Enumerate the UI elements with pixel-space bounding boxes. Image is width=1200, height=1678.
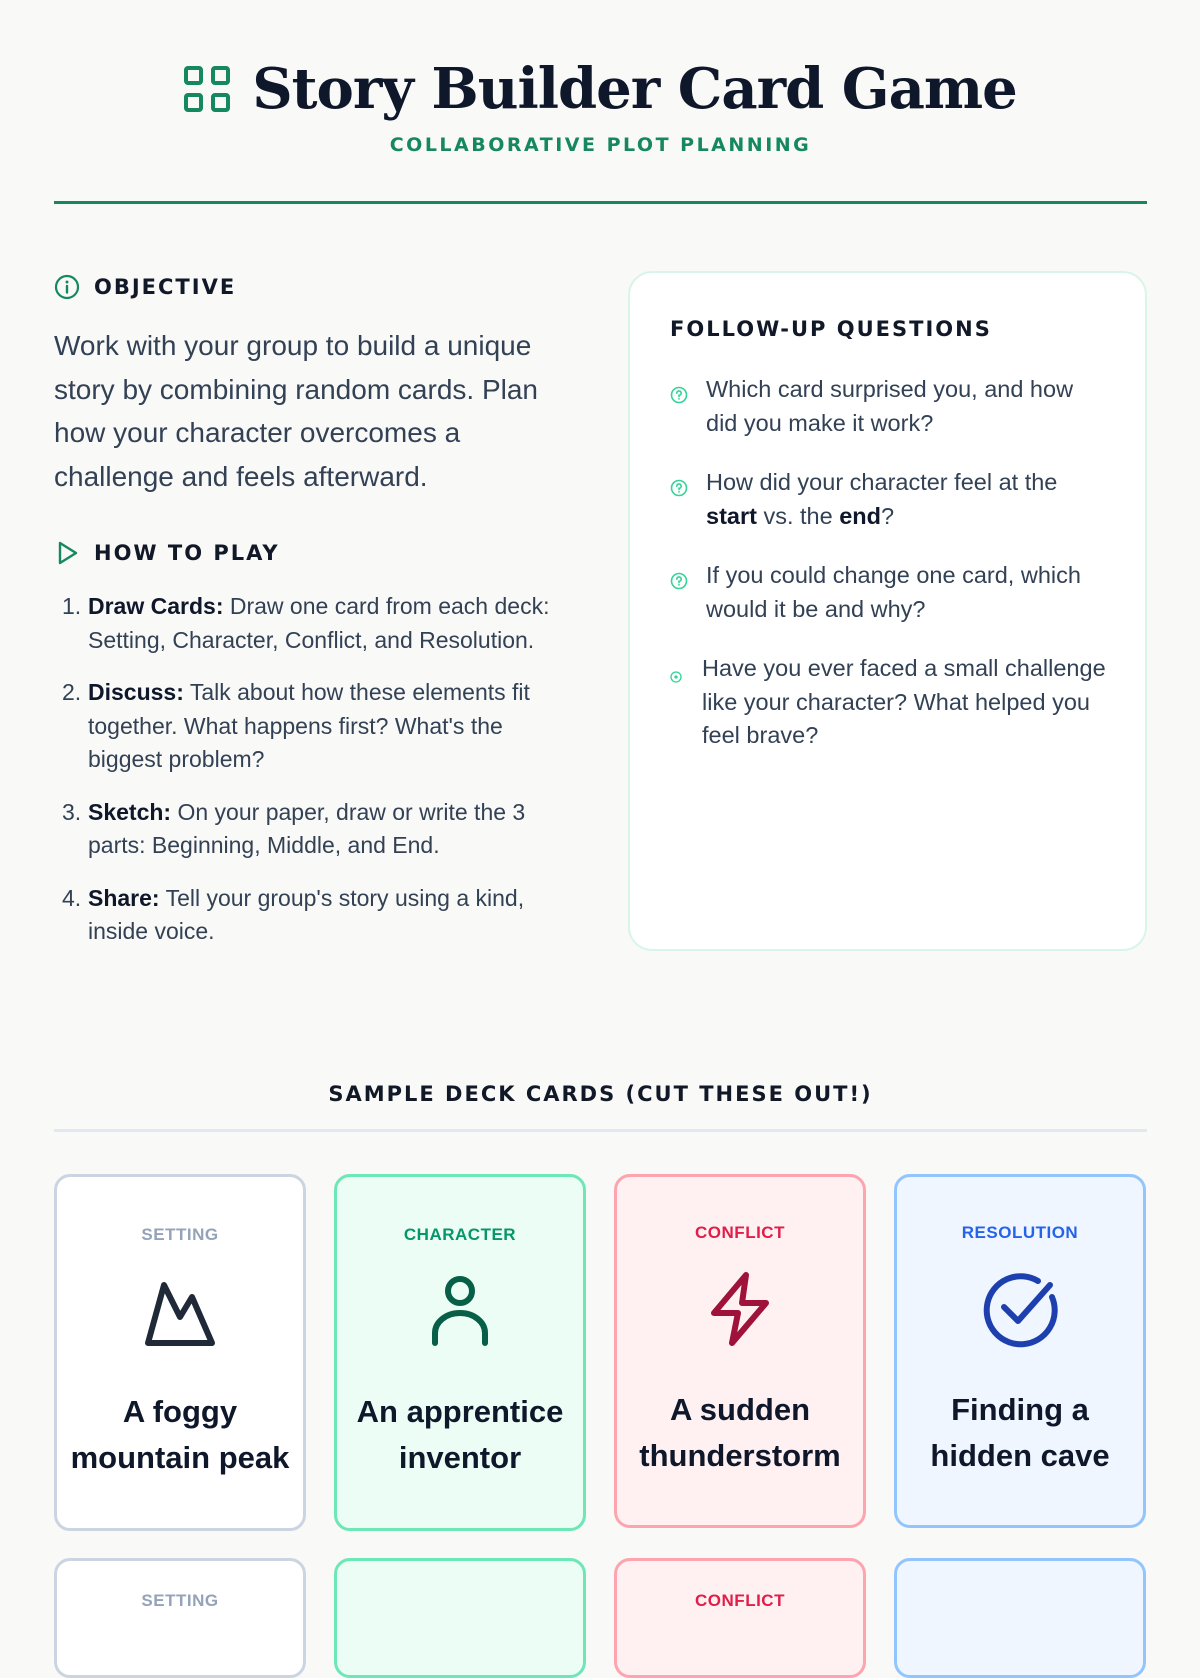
step-text: Draw one card from each deck: Setting, Character, Conflict, and Resolution. — [88, 593, 550, 653]
question-text — [706, 466, 1110, 533]
step-content — [88, 676, 579, 777]
question-part: vs. the — [756, 502, 840, 529]
step-text: On your paper, draw or write the 3 parts: Beginning, Middle, and End. — [88, 798, 526, 858]
person-icon — [420, 1271, 500, 1351]
card-resolution — [894, 1174, 1146, 1528]
question-circle-icon — [670, 652, 702, 753]
question-circle-icon — [670, 559, 706, 626]
card-resolution — [894, 1558, 1146, 1678]
step-item — [54, 796, 579, 863]
objective-heading-label: OBJECTIVE — [94, 275, 237, 299]
page-title: Story Builder Card Game — [252, 56, 1017, 122]
card-character — [334, 1174, 586, 1531]
question-item — [670, 373, 1110, 440]
step-number: 1. — [62, 593, 82, 619]
question-emphasis: start — [706, 502, 757, 529]
step-label: Discuss: — [88, 679, 184, 705]
step-number: 2. — [62, 679, 82, 705]
questions-list — [670, 373, 1110, 779]
play-icon — [54, 540, 80, 566]
question-part: Which card surprised you, and how did you make it work? — [706, 376, 1074, 436]
question-part: Have you ever faced a small challenge like your character? What helped you feel brave? — [702, 655, 1106, 748]
step-content — [88, 590, 579, 657]
header — [54, 0, 1147, 204]
step-text: Tell your group's story using a kind, inside voice. — [88, 884, 525, 944]
question-part: How did your character feel at the — [706, 469, 1058, 495]
question-part: If you could change one card, which would it be and why? — [706, 562, 1081, 622]
question-part: ? — [881, 502, 895, 529]
card-setting — [54, 1558, 306, 1678]
card-text: A sudden thunderstorm — [639, 1392, 841, 1473]
card-category: SETTING — [141, 1591, 219, 1610]
check-circle-icon — [980, 1269, 1060, 1349]
card-character — [334, 1558, 586, 1678]
question-circle-icon — [670, 466, 706, 533]
question-item — [670, 652, 1110, 753]
question-item — [670, 466, 1110, 533]
question-item — [670, 559, 1110, 626]
step-label: Share: — [88, 884, 160, 911]
card-category: SETTING — [141, 1224, 219, 1244]
how-to-play-heading — [54, 540, 280, 566]
cards-section-title: SAMPLE DECK CARDS (CUT THESE OUT!) — [328, 1082, 873, 1106]
card-text: Finding a hidden cave — [930, 1392, 1110, 1473]
how-to-play-heading-label: HOW TO PLAY — [94, 541, 280, 565]
step-item — [54, 590, 579, 657]
objective-heading — [54, 274, 236, 300]
step-label: Draw Cards: — [88, 593, 224, 619]
card-conflict — [614, 1558, 866, 1678]
card-category: CHARACTER — [403, 1224, 517, 1244]
follow-up-heading: FOLLOW-UP QUESTIONS — [670, 317, 992, 341]
card-category: CONFLICT — [695, 1591, 785, 1610]
title-row — [54, 56, 1147, 122]
grid-icon — [184, 66, 230, 112]
mountain-icon — [140, 1271, 220, 1351]
follow-up-panel — [628, 271, 1147, 951]
step-label: Sketch: — [88, 798, 172, 825]
step-text: Talk about how these elements fit together. What happens first? What's the biggest problem? — [88, 679, 530, 772]
lightning-icon — [700, 1269, 780, 1349]
objective-text: Work with your group to build a unique story by combining random cards. Plan how your character overcomes a challenge and feels afterward. — [54, 330, 538, 492]
card-text: An apprentice inventor — [356, 1393, 564, 1475]
card-text: A foggy mountain peak — [70, 1393, 290, 1475]
question-emphasis: end — [839, 502, 882, 529]
question-text — [702, 652, 1110, 753]
steps-list — [54, 590, 579, 968]
card-category: CONFLICT — [695, 1223, 785, 1242]
page-subtitle: COLLABORATIVE PLOT PLANNING — [389, 134, 812, 156]
question-circle-icon — [670, 373, 706, 440]
step-item — [54, 882, 579, 949]
card-category: RESOLUTION — [961, 1223, 1079, 1242]
card-conflict — [614, 1174, 866, 1528]
question-text — [706, 559, 1110, 626]
section-divider — [54, 1129, 1147, 1132]
step-number: 4. — [62, 884, 82, 911]
info-circle-icon — [54, 274, 80, 300]
card-setting — [54, 1174, 306, 1531]
step-content — [88, 882, 579, 949]
step-number: 3. — [62, 798, 82, 825]
question-text — [706, 373, 1110, 440]
step-content — [88, 796, 579, 863]
step-item — [54, 676, 579, 777]
